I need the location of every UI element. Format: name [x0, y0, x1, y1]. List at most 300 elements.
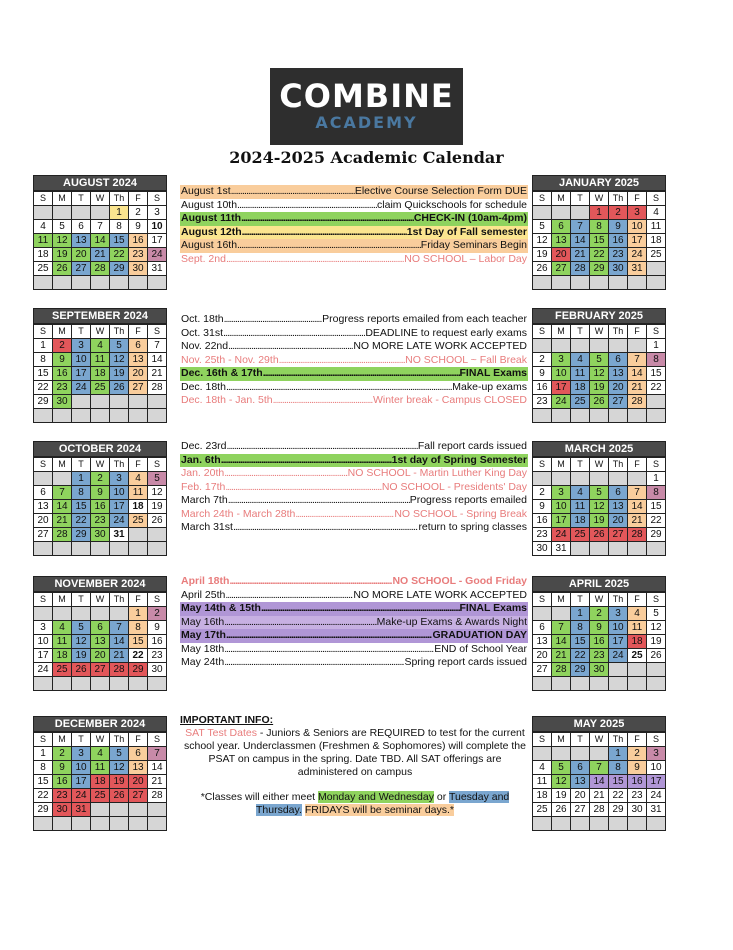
calendar-day: 15 — [34, 775, 53, 789]
calendar-day: 4 — [91, 339, 110, 353]
calendar-day: 4 — [129, 472, 148, 486]
calendar-empty-cell — [34, 276, 53, 290]
calendar-day: 4 — [571, 486, 590, 500]
calendar-day: 23 — [91, 514, 110, 528]
calendar-day: 24 — [72, 789, 91, 803]
calendar-day: 3 — [110, 472, 129, 486]
weekday-header: S — [34, 192, 53, 206]
event-description: Elective Course Selection Form DUE — [354, 185, 527, 197]
calendar-month-title: MARCH 2025 — [532, 441, 666, 457]
event-description: END of School Year — [434, 642, 527, 655]
calendar-empty-cell — [53, 607, 72, 621]
calendar-day: 30 — [590, 663, 609, 677]
calendar-empty-cell — [34, 542, 53, 556]
calendar-day: 19 — [590, 381, 609, 395]
calendar-day: 10 — [34, 635, 53, 649]
calendar-empty-cell — [148, 528, 167, 542]
calendar-day: 1 — [571, 607, 590, 621]
calendar-day: 8 — [110, 220, 129, 234]
calendar-month-title: MAY 2025 — [532, 716, 666, 732]
calendar-day: 26 — [110, 789, 129, 803]
event-date: Sept. 2nd — [181, 252, 226, 265]
calendar-day: 22 — [72, 514, 91, 528]
event-leader-dots — [237, 199, 377, 213]
calendar-grid — [532, 457, 666, 556]
calendar-day: 13 — [552, 234, 571, 248]
weekday-header: W — [91, 458, 110, 472]
event-description: GRADUATION DAY — [432, 629, 527, 641]
weekday-header: Th — [110, 192, 129, 206]
event-date: Jan. 20th — [181, 467, 225, 479]
calendar-empty-cell — [533, 472, 552, 486]
calendar-day: 27 — [609, 395, 628, 409]
calendar-empty-cell — [609, 542, 628, 556]
calendar-day: 22 — [110, 248, 129, 262]
event-date: Nov. 25th - Nov. 29th — [181, 353, 279, 366]
calendar-day: 23 — [148, 649, 167, 663]
event-leader-dots — [224, 656, 404, 670]
calendar-month-title: NOVEMBER 2024 — [33, 576, 167, 592]
calendar-day: 27 — [34, 528, 53, 542]
calendar-empty-cell — [72, 206, 91, 220]
event-leader-dots — [224, 467, 347, 481]
logo-subtitle: ACADEMY — [315, 113, 418, 132]
calendar-day: 7 — [628, 486, 647, 500]
calendar-day: 10 — [110, 486, 129, 500]
calendar-empty-cell — [53, 817, 72, 831]
calendar-empty-cell — [148, 677, 167, 691]
calendar-day: 18 — [91, 775, 110, 789]
calendar-day: 1 — [647, 472, 666, 486]
calendar-empty-cell — [647, 409, 666, 423]
calendar-day: 10 — [552, 367, 571, 381]
calendar-grid — [33, 191, 167, 290]
calendar-empty-cell — [110, 817, 129, 831]
weekday-header: W — [91, 325, 110, 339]
calendar-day: 29 — [34, 395, 53, 409]
event-leader-dots — [228, 494, 410, 508]
calendar-day: 24 — [552, 528, 571, 542]
calendar-empty-cell — [552, 747, 571, 761]
event-leader-dots — [226, 381, 452, 395]
calendar-day: 5 — [110, 747, 129, 761]
weekday-header: S — [647, 325, 666, 339]
calendar-day: 10 — [647, 761, 666, 775]
calendar-day: 1 — [609, 747, 628, 761]
calendar-day: 28 — [628, 528, 647, 542]
event-description: NO SCHOOL - Martin Luther King Day — [347, 467, 527, 479]
event-leader-dots — [237, 239, 421, 253]
calendar-day: 27 — [129, 789, 148, 803]
calendar-empty-cell — [628, 663, 647, 677]
event-row — [180, 508, 528, 522]
event-description: Progress reports emailed — [409, 494, 527, 506]
calendar-empty-cell — [34, 409, 53, 423]
calendar-day: 12 — [552, 775, 571, 789]
calendar-empty-cell — [91, 395, 110, 409]
calendar-day: 4 — [571, 353, 590, 367]
calendar-empty-cell — [72, 607, 91, 621]
event-description: NO SCHOOL - Spring Break — [394, 507, 527, 520]
calendar-month — [33, 716, 167, 831]
calendar-day: 13 — [91, 635, 110, 649]
calendar-empty-cell — [552, 472, 571, 486]
calendar-day: 10 — [72, 353, 91, 367]
calendar-day: 3 — [552, 486, 571, 500]
calendar-day: 26 — [148, 514, 167, 528]
event-date: August 1st — [181, 185, 231, 197]
calendar-day: 3 — [609, 607, 628, 621]
calendar-day: 3 — [148, 206, 167, 220]
weekday-header: T — [72, 325, 91, 339]
calendar-day: 25 — [647, 248, 666, 262]
calendar-day: 24 — [110, 514, 129, 528]
event-leader-dots — [295, 508, 394, 522]
calendar-day: 17 — [148, 234, 167, 248]
calendar-day: 7 — [148, 339, 167, 353]
weekday-header: F — [628, 192, 647, 206]
event-row — [180, 454, 528, 468]
weekday-header: S — [148, 325, 167, 339]
calendar-day: 26 — [590, 528, 609, 542]
calendar-empty-cell — [571, 472, 590, 486]
calendar-day: 9 — [609, 220, 628, 234]
weekday-header: Th — [110, 733, 129, 747]
weekday-header: Th — [609, 593, 628, 607]
calendar-day: 19 — [53, 248, 72, 262]
calendar-day: 9 — [533, 367, 552, 381]
calendar-day: 7 — [110, 621, 129, 635]
weekday-header: Th — [609, 325, 628, 339]
calendar-day: 30 — [91, 528, 110, 542]
calendar-day: 26 — [110, 381, 129, 395]
event-date: Dec. 16th & 17th — [181, 367, 263, 379]
calendar-empty-cell — [552, 607, 571, 621]
calendar-empty-cell — [571, 339, 590, 353]
calendar-month — [532, 441, 666, 556]
event-description: Friday Seminars Begin — [420, 239, 527, 251]
calendar-day: 30 — [609, 262, 628, 276]
info-heading: IMPORTANT INFO: — [180, 714, 274, 726]
event-row — [180, 239, 528, 253]
calendar-day: 3 — [72, 747, 91, 761]
event-date: May 16th — [181, 615, 225, 628]
calendar-day: 3 — [34, 621, 53, 635]
calendar-day: 21 — [552, 649, 571, 663]
calendar-day: 24 — [552, 395, 571, 409]
event-row — [180, 616, 528, 630]
calendar-day: 14 — [628, 500, 647, 514]
calendar-empty-cell — [533, 206, 552, 220]
calendar-grid — [33, 732, 167, 831]
calendar-empty-cell — [571, 409, 590, 423]
calendar-day: 10 — [628, 220, 647, 234]
calendar-empty-cell — [533, 747, 552, 761]
event-date: Dec. 18th - Jan. 5th — [181, 394, 273, 406]
calendar-day: 30 — [129, 262, 148, 276]
calendar-empty-cell — [647, 663, 666, 677]
event-date: April 25th — [181, 588, 226, 601]
calendar-day: 16 — [148, 635, 167, 649]
calendar-empty-cell — [129, 677, 148, 691]
calendar-day: 11 — [91, 353, 110, 367]
calendar-day: 8 — [571, 621, 590, 635]
calendar-grid — [532, 191, 666, 290]
calendar-empty-cell — [91, 677, 110, 691]
event-row — [180, 656, 528, 670]
calendar-day: 30 — [533, 542, 552, 556]
calendar-day: 1 — [72, 472, 91, 486]
calendar-day: 7 — [590, 761, 609, 775]
calendar-day: 11 — [571, 500, 590, 514]
calendar-day: 22 — [129, 649, 148, 663]
calendar-day: 18 — [533, 789, 552, 803]
calendar-day: 10 — [609, 621, 628, 635]
weekday-header: W — [590, 325, 609, 339]
calendar-day: 11 — [647, 220, 666, 234]
calendar-empty-cell — [609, 409, 628, 423]
event-description: NO MORE LATE WORK ACCEPTED — [353, 588, 527, 601]
calendar-day: 15 — [609, 775, 628, 789]
weekday-header: W — [91, 593, 110, 607]
event-description: NO SCHOOL - Presidents' Day — [381, 480, 527, 493]
sat-text: - Juniors & Seniors are REQUIRED to test for the current school year. Underclassmen (Freshmen & Sophomores) will complete the PSAT on campus in the spring. Date TBD. All SAT offerings are administered on campus — [184, 727, 526, 778]
calendar-day: 5 — [590, 353, 609, 367]
calendar-day: 28 — [53, 528, 72, 542]
calendar-day: 21 — [628, 514, 647, 528]
event-date: May 14th & 15th — [181, 602, 261, 614]
event-date: March 7th — [181, 494, 228, 506]
calendar-day: 12 — [72, 635, 91, 649]
calendar-day: 28 — [148, 789, 167, 803]
weekday-header: F — [628, 593, 647, 607]
event-leader-dots — [221, 454, 392, 468]
calendar-day: 28 — [110, 663, 129, 677]
calendar-grid — [532, 732, 666, 831]
event-row — [180, 212, 528, 226]
page-title: 2024-2025 Academic Calendar — [229, 148, 504, 167]
calendar-empty-cell — [647, 677, 666, 691]
event-row — [180, 643, 528, 657]
calendar-empty-cell — [110, 542, 129, 556]
calendar-day: 25 — [129, 514, 148, 528]
calendar-day: 5 — [647, 607, 666, 621]
calendar-empty-cell — [129, 528, 148, 542]
calendar-day: 28 — [148, 381, 167, 395]
event-date: August 10th — [181, 198, 238, 211]
weekday-header: F — [129, 192, 148, 206]
calendar-day: 16 — [129, 234, 148, 248]
calendar-month — [532, 716, 666, 831]
calendar-day: 15 — [110, 234, 129, 248]
calendar-day: 9 — [590, 621, 609, 635]
calendar-day: 13 — [129, 353, 148, 367]
event-date: Feb. 17th — [181, 480, 226, 493]
calendar-day: 8 — [609, 761, 628, 775]
calendar-day: 3 — [72, 339, 91, 353]
weekday-header: W — [590, 593, 609, 607]
calendar-empty-cell — [647, 817, 666, 831]
calendar-empty-cell — [72, 276, 91, 290]
calendar-day: 29 — [72, 528, 91, 542]
calendar-empty-cell — [129, 817, 148, 831]
calendar-empty-cell — [552, 817, 571, 831]
event-row — [180, 602, 528, 616]
class-schedule-note — [180, 791, 530, 817]
event-description: Winter break - Campus CLOSED — [372, 394, 527, 406]
calendar-day: 26 — [590, 395, 609, 409]
calendar-day: 12 — [590, 367, 609, 381]
event-row — [180, 394, 528, 408]
weekday-header: Th — [609, 733, 628, 747]
calendar-empty-cell — [53, 472, 72, 486]
calendar-day: 6 — [129, 747, 148, 761]
calendar-day: 11 — [34, 234, 53, 248]
calendar-day: 2 — [148, 607, 167, 621]
note-tt: Tuesday and Thursday. — [255, 791, 510, 816]
weekday-header: M — [552, 325, 571, 339]
event-leader-dots — [261, 602, 460, 616]
calendar-empty-cell — [533, 339, 552, 353]
calendar-empty-cell — [628, 276, 647, 290]
calendar-day: 31 — [628, 262, 647, 276]
calendar-empty-cell — [571, 817, 590, 831]
calendar-grid — [532, 324, 666, 423]
calendar-day: 17 — [628, 234, 647, 248]
weekday-header: T — [72, 458, 91, 472]
note-or: or — [433, 791, 449, 803]
event-date: Oct. 18th — [181, 313, 224, 325]
calendar-empty-cell — [148, 542, 167, 556]
event-leader-dots — [224, 643, 434, 657]
calendar-day: 5 — [72, 621, 91, 635]
event-date: Nov. 22nd — [181, 340, 229, 352]
calendar-day: 11 — [53, 635, 72, 649]
calendar-empty-cell — [552, 409, 571, 423]
calendar-empty-cell — [110, 276, 129, 290]
weekday-header: T — [571, 593, 590, 607]
event-leader-dots — [233, 521, 419, 535]
calendar-day: 23 — [533, 395, 552, 409]
calendar-empty-cell — [628, 817, 647, 831]
calendar-day: 24 — [628, 248, 647, 262]
calendar-day: 23 — [628, 789, 647, 803]
calendar-empty-cell — [571, 542, 590, 556]
calendar-day: 27 — [571, 803, 590, 817]
calendar-day: 16 — [609, 234, 628, 248]
event-date: May 18th — [181, 642, 225, 655]
sat-info — [180, 727, 530, 779]
weekday-header: S — [34, 733, 53, 747]
calendar-day: 29 — [590, 262, 609, 276]
event-leader-dots — [226, 253, 404, 267]
calendar-empty-cell — [628, 542, 647, 556]
calendar-day: 16 — [590, 635, 609, 649]
calendar-month — [532, 308, 666, 423]
calendar-day: 18 — [53, 649, 72, 663]
calendar-day: 28 — [91, 262, 110, 276]
calendar-day: 26 — [533, 262, 552, 276]
calendar-empty-cell — [552, 677, 571, 691]
calendar-day: 19 — [590, 514, 609, 528]
calendar-empty-cell — [91, 607, 110, 621]
event-date: August 16th — [181, 239, 238, 251]
calendar-empty-cell — [571, 206, 590, 220]
calendar-day: 16 — [53, 367, 72, 381]
calendar-day: 29 — [571, 663, 590, 677]
calendar-day: 19 — [533, 248, 552, 262]
weekday-header: Th — [110, 593, 129, 607]
calendar-day: 3 — [647, 747, 666, 761]
calendar-day: 17 — [647, 775, 666, 789]
calendar-day: 20 — [129, 775, 148, 789]
calendar-day: 13 — [34, 500, 53, 514]
weekday-header: T — [571, 325, 590, 339]
weekday-header: S — [34, 325, 53, 339]
calendar-empty-cell — [91, 542, 110, 556]
calendar-grid — [33, 457, 167, 556]
calendar-day: 11 — [533, 775, 552, 789]
calendar-day: 10 — [148, 220, 167, 234]
calendar-day: 26 — [72, 663, 91, 677]
calendar-day: 27 — [609, 528, 628, 542]
calendar-day: 22 — [647, 514, 666, 528]
calendar-day: 12 — [533, 234, 552, 248]
calendar-day: 29 — [110, 262, 129, 276]
calendar-empty-cell — [53, 677, 72, 691]
calendar-day: 16 — [628, 775, 647, 789]
calendar-day: 22 — [34, 789, 53, 803]
logo-wordmark: COMBINE — [279, 77, 454, 115]
weekday-header: Th — [609, 192, 628, 206]
calendar-empty-cell — [148, 395, 167, 409]
calendar-day: 4 — [53, 621, 72, 635]
calendar-day: 2 — [129, 206, 148, 220]
calendar-month — [532, 576, 666, 691]
calendar-empty-cell — [148, 803, 167, 817]
event-row — [180, 589, 528, 603]
calendar-day: 6 — [609, 353, 628, 367]
calendar-day: 7 — [53, 486, 72, 500]
weekday-header: F — [129, 593, 148, 607]
weekday-header: W — [91, 192, 110, 206]
event-description: Fall report cards issued — [417, 440, 527, 452]
calendar-day: 3 — [628, 206, 647, 220]
calendar-day: 1 — [647, 339, 666, 353]
calendar-day: 19 — [552, 789, 571, 803]
calendar-empty-cell — [590, 472, 609, 486]
calendar-day: 7 — [148, 747, 167, 761]
calendar-day: 13 — [72, 234, 91, 248]
calendar-empty-cell — [110, 395, 129, 409]
weekday-header: S — [148, 458, 167, 472]
calendar-day: 28 — [590, 803, 609, 817]
weekday-header: S — [533, 733, 552, 747]
calendar-day: 2 — [609, 206, 628, 220]
event-leader-dots — [225, 589, 353, 603]
event-leader-dots — [231, 185, 355, 199]
calendar-day: 7 — [571, 220, 590, 234]
calendar-day: 15 — [647, 367, 666, 381]
weekday-header: M — [53, 325, 72, 339]
calendar-empty-cell — [590, 276, 609, 290]
calendar-day: 14 — [590, 775, 609, 789]
event-date: August 11th — [181, 212, 242, 224]
calendar-empty-cell — [110, 607, 129, 621]
weekday-header: M — [53, 593, 72, 607]
weekday-header: Th — [110, 458, 129, 472]
event-leader-dots — [226, 629, 433, 643]
